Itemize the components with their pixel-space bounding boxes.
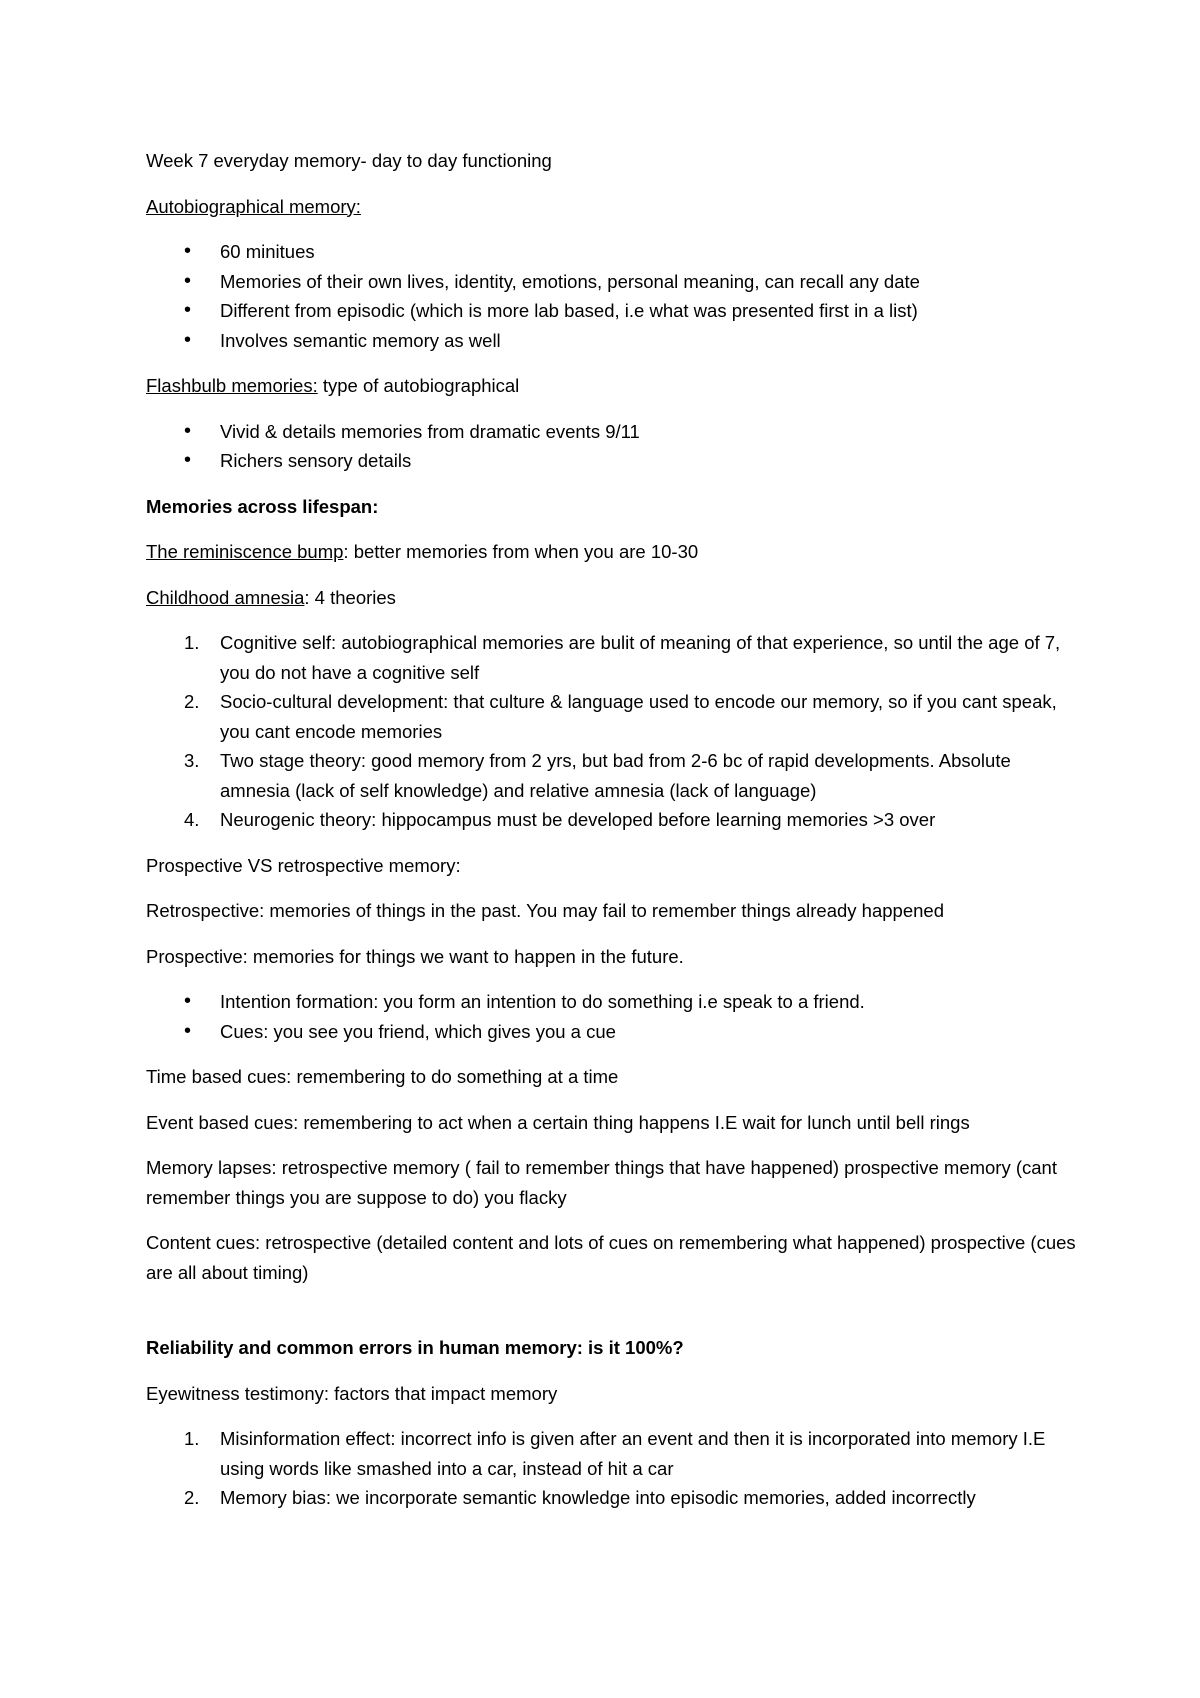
reminiscence-heading: The reminiscence bump [146, 541, 344, 562]
list-item: • Vivid & details memories from dramatic events 9/11 [220, 417, 1076, 447]
list-item-text: Misinformation effect: incorrect info is given after an event and then it is incorporated into memory I.E using words like smashed into a car, instead of hit a car [220, 1428, 1046, 1479]
list-item [184, 628, 1076, 687]
list-item-text: Cognitive self: autobiographical memories are bulit of meaning of that experience, so until the age of 7, you do not have a cognitive self [220, 632, 1061, 683]
amnesia-heading: Childhood amnesia [146, 586, 305, 608]
document-page [146, 146, 1076, 1529]
list-item: • Different from episodic (which is more lab based, i.e what was presented first in a list) [220, 296, 1076, 326]
list-item [184, 805, 1076, 835]
event-cues-paragraph: Event based cues: remembering to act when a certain thing happens I.E wait for lunch until bell rings [146, 1111, 970, 1133]
prosp-vs-retro-heading: Prospective VS retrospective memory: [146, 854, 461, 876]
content-cues-paragraph: Content cues: retrospective (detailed content and lots of cues on remembering what happened) prospective (cues are all about timing) [146, 1232, 1076, 1283]
retrospective-paragraph: Retrospective: memories of things in the past. You may fail to remember things already happened [146, 900, 944, 921]
list-item-text: Two stage theory: good memory from 2 yrs, but bad from 2-6 bc of rapid developments. Absolute amnesia (lack of self knowledge) and relative amnesia (lack of language) [220, 750, 1011, 801]
list-item: • Involves semantic memory as well [220, 326, 1076, 356]
list-item: • 60 minitues [220, 237, 1076, 267]
list-item [184, 1483, 1076, 1513]
document-title: Week 7 everyday memory- day to day functioning [146, 150, 552, 171]
lifespan-heading: Memories across lifespan: [146, 495, 379, 517]
list-item [184, 1424, 1076, 1483]
flashbulb-heading-text: Flashbulb memories: [146, 375, 318, 396]
amnesia-line [146, 583, 1076, 613]
list-item: • Richers sensory details [220, 446, 1076, 476]
reliability-heading: Reliability and common errors in human memory: is it 100%? [146, 1337, 684, 1358]
list-item-text: Socio-cultural development: that culture & language used to encode our memory, so if you cant speak, you cant encode memories [220, 691, 1057, 742]
list-number: 3. [184, 750, 200, 771]
amnesia-rest: : 4 theories [304, 586, 396, 608]
list-item: • Memories of their own lives, identity, emotions, personal meaning, can recall any date [220, 267, 1076, 297]
list-item-text: Neurogenic theory: hippocampus must be developed before learning memories >3 over [220, 809, 936, 830]
autobio-list [146, 237, 1076, 355]
list-number: 1. [184, 632, 200, 653]
flashbulb-heading [146, 371, 1076, 401]
list-item: • Intention formation: you form an intention to do something i.e speak to a friend. [220, 987, 1076, 1017]
eyewitness-factors-list [146, 1424, 1076, 1513]
list-item [184, 746, 1076, 805]
list-number: 1. [184, 1428, 200, 1449]
spacer [146, 1303, 1076, 1333]
list-number: 2. [184, 1487, 200, 1508]
flashbulb-list [146, 417, 1076, 476]
memory-lapses-paragraph: Memory lapses: retrospective memory ( fail to remember things that have happened) prospective memory (cant remember things you are suppose to do) you flacky [146, 1157, 1057, 1208]
list-item: • Cues: you see you friend, which gives you a cue [220, 1017, 1076, 1047]
list-item-text: Memory bias: we incorporate semantic knowledge into episodic memories, added incorrectly [220, 1487, 976, 1508]
list-item [184, 687, 1076, 746]
prospective-paragraph: Prospective: memories for things we want to happen in the future. [146, 945, 684, 967]
reminiscence-rest: : better memories from when you are 10-30 [343, 541, 699, 562]
autobio-heading-text: Autobiographical memory: [146, 195, 361, 217]
list-number: 4. [184, 809, 200, 830]
autobio-heading [146, 192, 1076, 222]
amnesia-theories-list [146, 628, 1076, 835]
reminiscence-line [146, 537, 1076, 567]
time-cues-paragraph: Time based cues: remembering to do something at a time [146, 1066, 619, 1087]
list-number: 2. [184, 691, 200, 712]
eyewitness-paragraph: Eyewitness testimony: factors that impact memory [146, 1382, 558, 1404]
flashbulb-heading-rest: type of autobiographical [317, 375, 520, 396]
prospective-list [146, 987, 1076, 1046]
